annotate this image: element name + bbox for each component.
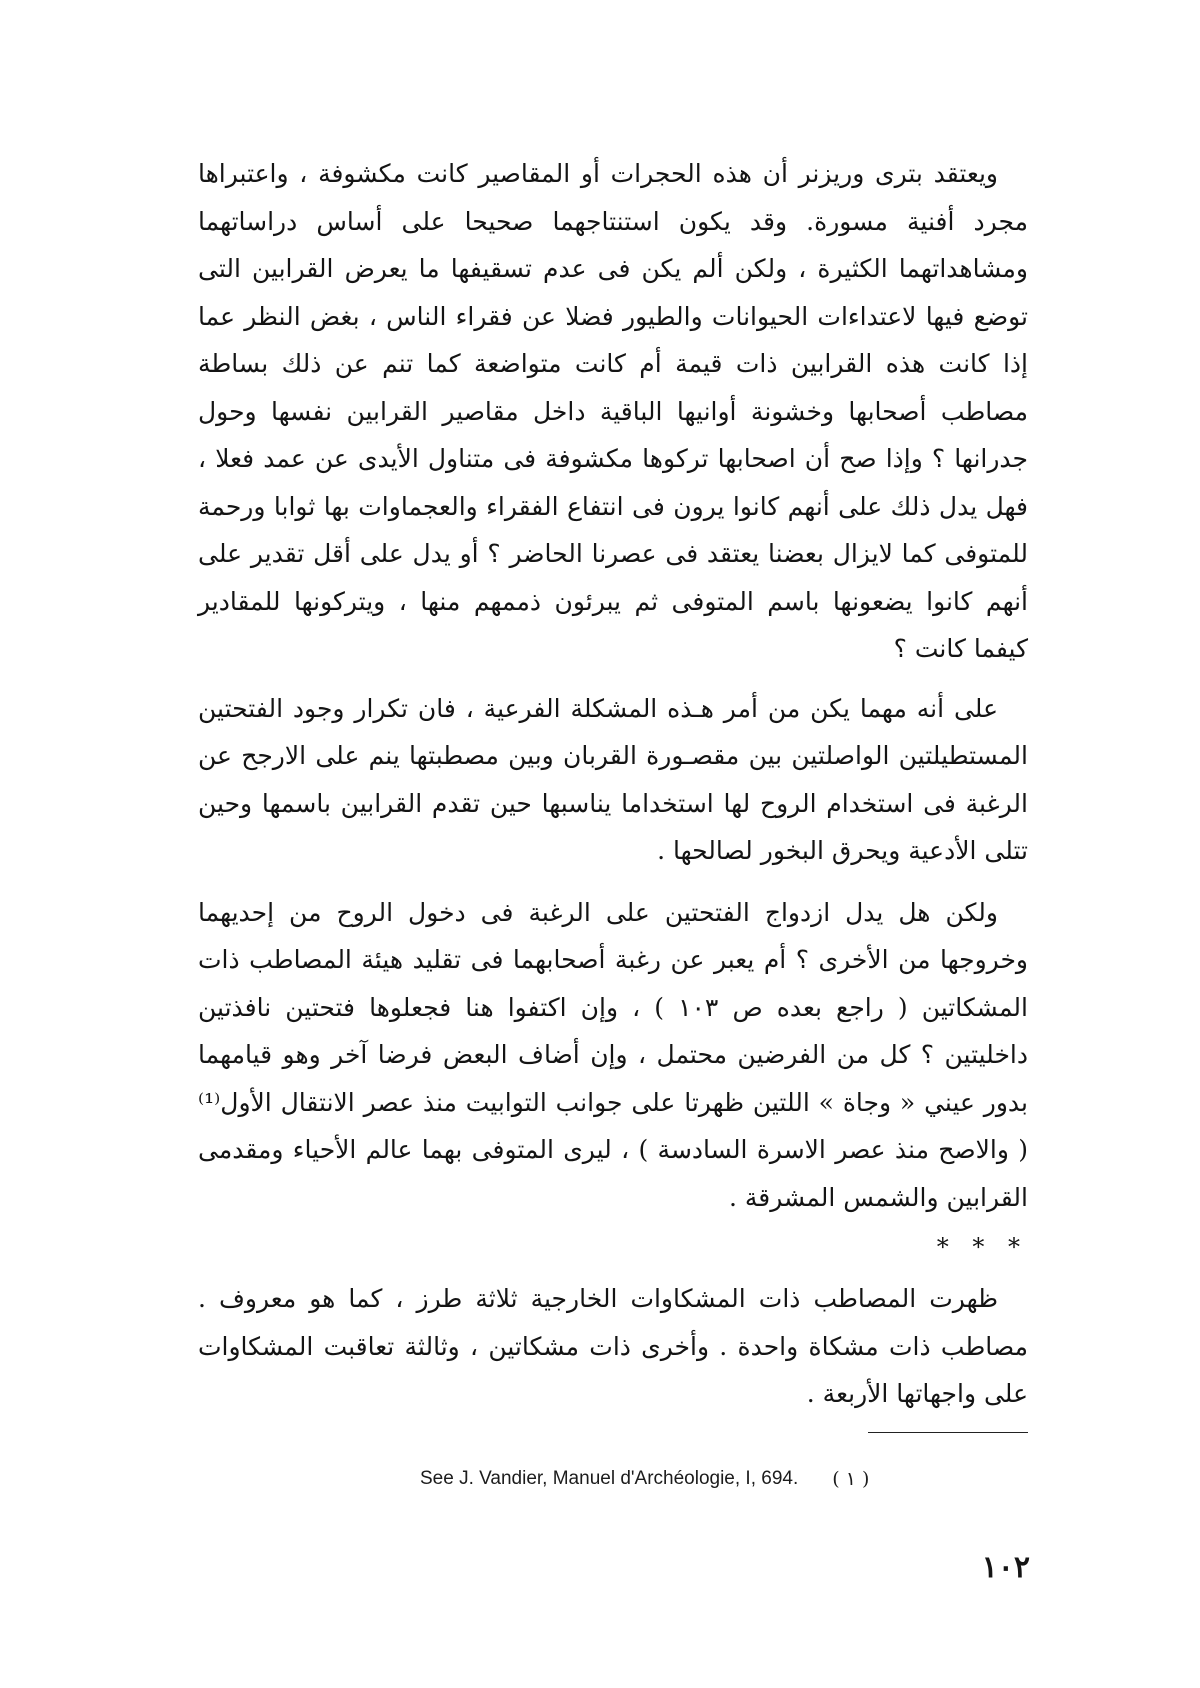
paragraph-2: على أنه مهما يكن من أمر هـذه المشكلة الفرعية ، فان تكرار وجود الفتحتين المستطيلتين الواصلتين بين مقصـورة القربان وبين مصطبتها ينم على الارجح عن الرغبة فى استخدام الروح لها استخداما يناسبها حين تقدم القرابين باسمها وحين تتلى الأدعية ويحرق البخور لصالحها . [198, 693, 1028, 865]
footnote-rule [868, 1432, 1028, 1433]
paragraph-3: ولكن هل يدل ازدواج الفتحتين على الرغبة فى دخول الروح من إحديهما وخروجها من الأخرى ؟ أم يعبر عن رغبة أصحابهما فى تقليد هيئة المصاطب ذات المشكاتين ( راجع بعده ص ١٠٣ ) ، وإن اكتفوا هنا فجعلوها فتحتين نافذتين داخليتين ؟ كل من الفرضين محتمل ، وإن أضاف البعض فرضا آخر وهو قيامهما بدور عيني « وجاة » اللتين ظهرتا على جوانب التوابيت منذ عصر الانتقال الأول⁽¹⁾ ( والاصح منذ عصر الاسرة السادسة ) ، ليرى المتوفى بهما عالم الأحياء ومقدمى القرابين والشمس المشرقة . [198, 897, 1028, 1212]
footnote-text: See J. Vandier, Manuel d'Archéologie, I, 694. [420, 1468, 799, 1489]
section-separator: * * * [936, 1233, 1028, 1261]
main-text [198, 150, 1028, 1418]
footnote-marker: ( ١ ) [832, 1468, 870, 1490]
paragraph-4: ظهرت المصاطب ذات المشكاوات الخارجية ثلاثة طرز ، كما هو معروف . مصاطب ذات مشكاة واحدة . وأخرى ذات مشكاتين ، وثالثة تعاقبت المشكاوات على واجهاتها الأربعة . [198, 1284, 1028, 1408]
paragraph-1: ويعتقد بترى وريزنر أن هذه الحجرات أو المقاصير كانت مكشوفة ، واعتبراها مجرد أفنية مسورة. وقد يكون استنتاجهما صحيحا على أساس دراساتهما ومشاهداتهما الكثيرة ، ولكن ألم يكن فى عدم تسقيفها ما يعرض القرابين التى توضع فيها لاعتداءات الحيوانات والطيور فضلا عن فقراء الناس ، بغض النظر عما إذا كانت هذه القرابين ذات قيمة أم كانت متواضعة كما تنم عن ذلك بساطة مصاطب أصحابها وخشونة أوانيها الباقية داخل مقاصير القرابين نفسها وحول جدرانها ؟ وإذا صح أن اصحابها تركوها مكشوفة فى متناول الأيدى عن عمد فعلا ، فهل يدل ذلك على أنهم كانوا يرون فى انتفاع الفقراء والعجماوات بها ثوابا ورحمة للمتوفى كما لايزال بعضنا يعتقد فى عصرنا الحاضر ؟ أو يدل على أقل تقدير على أنهم كانوا يضعونها باسم المتوفى ثم يبرئون ذممهم منها ، ويتركونها للمقادير كيفما كانت ؟ [198, 159, 1028, 663]
page-number: ١٠٢ [981, 1550, 1030, 1585]
footnote [420, 1468, 1028, 1490]
